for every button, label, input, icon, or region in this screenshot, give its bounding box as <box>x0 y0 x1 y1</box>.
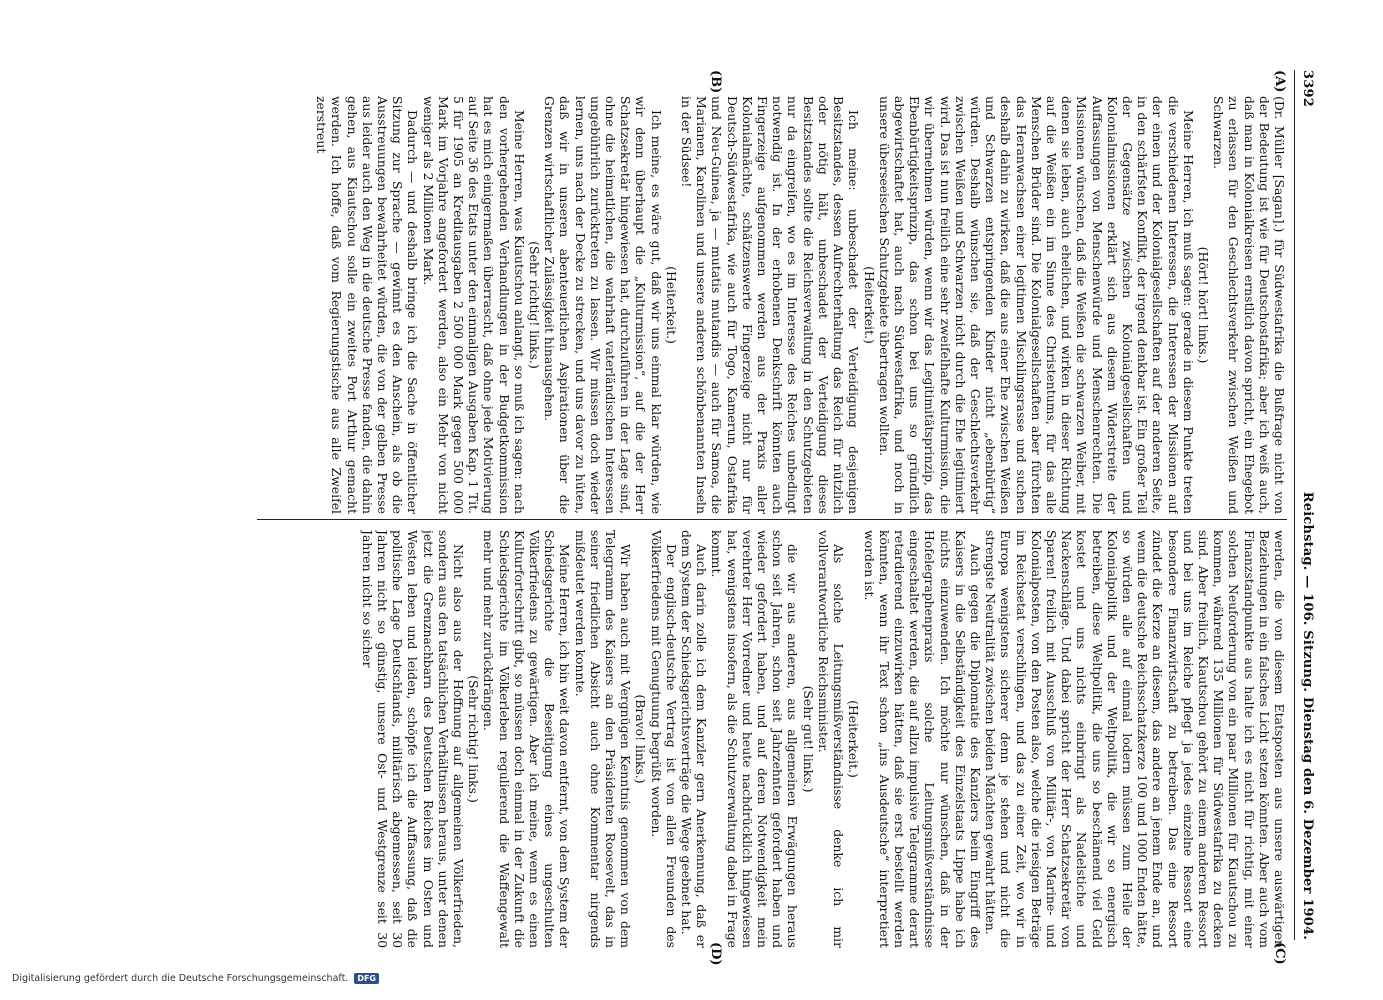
paragraph: Auch gegen die Diplomatie des Kanzlers beim Eingriff des Kaisers in die Selbständigkeit des Einzelstaats Lippe habe ich nichts einzuwenden. Ich möchte nur wünschen, daß in der Hofelegraphenpraxis solche Leitungsmißverständnisse eingeschaltet werden, die auf allzu impulsive Telegramme derart retardierend einzuwirken hätten, daß sie erst bestellt werden könnten, wenn ihr Text schon „ins Ausdeutsche“ interpretiert worden ist. <box>861 530 983 948</box>
digitization-note-text: Digitalisierung gefördert durch die Deutsche Forschungsgemeinschaft. <box>12 972 349 984</box>
interjection: (Hört! hört! links.) <box>1195 246 1211 364</box>
margin-mark-a: (A) <box>1272 70 1287 93</box>
interjection: (Sehr gut! links.) <box>800 685 816 793</box>
paragraph: werden, die von diesem Etatsposten aus unsere auswärtigen Beziehungen in ein falsches Licht setzen könnten. Aber auch vom Finanzstandpunkte aus halte ich es nicht für richtig, mit einer solchen Neuforderung von ein paar Millionen für Kiautschou zu kommen, während 135 Millionen für Südwestafrika zu decken sind. Aber freilich, Kiautschou gehört zu einem anderen Ressort und bei uns im Reiche pflegt ja jedes einzelne Ressort eine besondere Finanzwirtschaft zu betreiben. Das eine Ressort zündet die Kerze an diesem, das andere an jenem Ende an, und wenn die deutsche Reichsschatzkerze 100 und 1000 Enden hätte, so würden alle auf einmal lodern müssen zum Heile der Kolonialpolitik und der Weltpolitik, die wir so energisch betreiben, diese Weltpolitik, die uns so beschämend viel Geld kostet und uns nichts einbringt als Nadelstiche und Nackenschläge. Und dabei spricht der Herr Schatzsekretär von Sparen! freilich mit Ausschluß von Militär-, von Marine- und Kolonialposten, von den Posten also, welche die riesigen Beträge im Reichsetat verschlingen, und das zu einer Zeit, wo wir in Europa wenigstens sicherer denn je stehen und nicht die strengste Neutralität zwischen beiden Mächten gewahrt hätten. <box>983 530 1287 948</box>
paragraph: Meine Herren, was Kiautschou anlangt, so muß ich sagen: nach den vorhergehenden Verhandlungen in der Budgetkommission hat es mich einigermaßen überrascht, daß ohne jede Motivierung auf Seite 36 des Etats unter den einmaligen Ausgaben Kap. 1 Tit. 5 für 1905 an Kreditausgaben 2 500 000 Mark gegen 500 000 Mark im Vorjahre angefordert werden, also ein Mehr von nicht weniger als 2 Millionen Mark. <box>420 96 527 514</box>
paragraph: Ich meine, es wäre gut, daß wir uns einmal klar würden, wie wir denn überhaupt die „Kulturmission“, auf die der Herr Schatzsekretär hingewiesen hat, durchzuführen in der Lage sind, ohne die heimatlichen, die wahrhaft vaterländischen Interessen ungebührlich zurücktreten zu lassen. Wir müssen doch wieder lernen, uns nach der Decke zu strecken, und uns davor zu hüten, daß wir in unseren abenteuerlichen Aspirationen über die Grenzen wirtschaftlicher Zulässigkeit hinausgehen. <box>542 96 664 514</box>
digitization-note <box>12 970 612 986</box>
margin-mark-c: (C) <box>1272 942 1287 965</box>
interjection: (Heiterkeit.) <box>663 266 679 344</box>
paragraph: Meine Herren, ich bin weit davon entfernt, von dem System der Schiedsgerichte die Beseitigung eines ungeschulten Völkerfriedens zu gewärtigen. Aber ich meine, wenn es einen Kulturfortschritt gibt, so müssen doch einmal in der Zukunft die Schiedsgerichte im Völkerleben regulierend die Waffengewalt mehr und mehr zurückdrängen. <box>481 530 573 948</box>
right-column <box>237 530 1287 948</box>
paragraph: (Dr. Müller [Sagan].) für Südwestafrika die Bußfrage nicht von der Bedeutung ist wie für Deutschostafrika; aber ich weiß auch, daß man in Kolonialkreisen ernstlich davon spricht, ein Ehegebot zu erlassen für den Geschlechtsverkehr zwischen Weißen und Schwarzen. <box>1211 96 1287 514</box>
interjection: (Bravo! links.) <box>633 694 649 784</box>
paragraph: die wir aus anderen, aus allgemeinen Erwägungen heraus schon seit Jahren, schon seit Jahrzehnten gefordert haben und wieder gefordert haben, und auf deren Notwendigkeit mein verehrter Herr Vorredner und heute nachdrücklich hingewiesen hat, wenigstens insofern, als die Schutzverwaltung dabei in Frage kommt. <box>709 530 801 948</box>
paragraph: Der englisch-deutsche Vertrag ist von allen Freunden des Völkerfriedens mit Genugtuung begrüßt worden. <box>648 530 679 948</box>
paragraph: Dadurch — und deshalb bringe ich die Sache in öffentlicher Sitzung zur Sprache — gewinnt es den Anschein, als ob die Ausstreuungen bewahrheitet würden, die von der gelben Presse aus leider auch den Weg in die deutsche Presse fanden, die dahin gehen, aus Kiautschou solle ein zweites Port Arthur gemacht werden. Ich hoffe, daß vom Regierungstische aus alle Zweifel zerstreut <box>314 96 421 514</box>
left-column <box>237 96 1287 514</box>
interjection: (Heiterkeit.) <box>846 700 862 778</box>
paragraph: Auch darin zolle ich dem Kanzler gern Anerkennung, daß er dem System der Schiedsgerichtsverträge die Wege geebnet hat. <box>679 530 710 948</box>
dfg-logo: DFG <box>354 973 379 984</box>
page-header <box>1294 70 1321 940</box>
margin-mark-b: (B) <box>708 70 723 94</box>
interjection: (Sehr richtig! links.) <box>466 675 482 803</box>
margin-mark-d: (D) <box>708 942 723 966</box>
column-divider <box>257 519 1287 520</box>
interjection: (Sehr richtig! links.) <box>527 241 543 369</box>
interjection: (Heiterkeit.) <box>861 266 877 344</box>
paragraph: Wir haben auch mit Vergnügen Kenntnis genommen von dem Telegramm des Kaisers an den Präsidenten Roosevelt, das in seiner friedlichen Absicht auch ohne Kommentar nirgends mißdeutet werden konnte. <box>572 530 634 948</box>
paragraph: Meine Herren, ich muß sagen: gerade in diesem Punkte treten die verschiedenen Interessen, die Interessen der Missionen auf der einen und der Kolonialgesellschaften auf der anderen Seite, in den schärfsten Konflikt, der irgend denkbar ist. Ein großer Teil der Gegensätze zwischen Kolonialgesellschaften und Kolonialmissionen erklärt sich aus diesem Widerstreite der Auffassungen von Menschenwürde und Menschenrechten. Die Missionen wünschen, daß die Weißen die schwarzen Weiber, mit denen sie leben, auch ehelichen, und wirken in dieser Richtung auf die Weißen ein im Sinne des Christentums, für das alle Menschen Brüder sind. Die Kolonialgesellschaften aber fürchten das Heranwachsen einer legitimen Mischlingsrasse und suchen deshalb dahin zu wirken, daß die aus einer Ehe zwischen Weißen und Schwarzen entspringenden Kinder nicht „ebenbürtig“ würden. Deshalb wünschen sie, daß der Geschlechtsverkehr zwischen Weißen und Schwarzen nicht durch die Ehe legitimiert wird. Das ist nun freilich eine sehr zweifelhafte Kulturmission, die wir übernehmen würden, wenn wir das Legitimitätsprinzip, das Ebenbürtigkeitsprinzip, das schon bei uns so gründlich abgewirtschaftet hat, auch nach Südwestafrika, und noch in unsere überseeischen Schutzgebiete übertragen wollten. <box>876 96 1196 514</box>
paragraph: Nicht also aus der Hoffnung auf allgemeinen Völkerfrieden, sondern aus den tatsächlichen Verhältnissen heraus, unter denen jetzt die Grenznachbarn des Deutschen Reiches im Osten und Westen leben und leiden, schöpfe ich die Auffassung, daß die politische Lage Deutschlands, militärisch abgemessen, seit 30 Jahren nicht so günstig, unsere Ost- und Westgrenze seit 30 Jahren nicht so sicher <box>359 530 467 948</box>
header-title: Reichstag. — 106. Sitzung. Dienstag den 6. Dezember 1904. <box>1300 491 1316 940</box>
page-number: 3392 <box>1300 70 1316 107</box>
paragraph: Ich meine: unbeschadet der Verteidigung desjenigen Besitzstandes, dessen Aufrechterhaltung das Reich für nützlich oder nötig hält, unbeschadet der Verteidigung dieses Besitzstandes sollte die Reichsverwaltung in den Schutzgebieten nur da eingreifen, wo es im Interesse des Reiches unbedingt notwendig ist. In der erhobenen Denkschrift könnten auch Fingerzeige aufgenommen werden aus der Praxis aller Kolonialmächte, schätzenswerte Fingerzeige nicht nur für Deutsch-Südwestafrika, wie auch für Togo, Kamerun, Ostafrika und Neu-Guinea, ja — mutatis mutandis — auch für Samoa, die Marianen, Karolinen und unsere anderen schönbenannten Inseln in der Südsee! <box>679 96 862 514</box>
paragraph: Als solche Leitungsmißverständnisse denke ich mir vollverantwortliche Reichsminister. <box>815 530 847 948</box>
